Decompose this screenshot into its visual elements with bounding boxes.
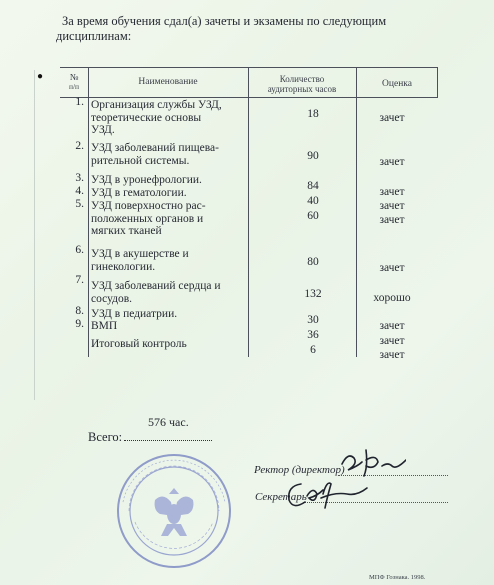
row-name-line: УЗД в гематологии. [91,187,187,199]
row-grade: зачет [379,156,405,168]
header-num-line-2: п/п [68,82,80,91]
col-divider-4 [437,67,438,97]
header-num-line-1: № [69,72,79,82]
row-name [91,248,189,273]
row-number: 3. [75,172,84,184]
secretary-label: Секретарь [255,491,307,503]
row-name-line: мягких тканей [91,225,162,237]
row-grade: зачет [379,349,405,361]
row-hours: 18 [307,108,319,120]
row-name-line: Организация службы УЗД, [91,99,222,111]
row-name [91,320,117,333]
total-hours: 576 час. [148,415,189,429]
row-name-line: УЗД в акушерстве и [91,248,189,260]
row-name-line: УЗД в педиатрии. [91,308,178,320]
row-name [91,187,187,200]
total-label: Всего: [88,430,123,444]
official-seal-icon [115,452,233,570]
row-name-line: теоретические основы [91,111,202,124]
printer-mark: МПФ Гознака. 1998. [369,574,426,581]
total-underline [124,440,212,441]
punch-mark: ● [37,71,44,82]
table-top-border [60,67,438,68]
row-name-line: УЗД заболеваний пищева- [91,142,219,154]
row-name [91,200,206,238]
secretary-signature-icon [285,476,369,514]
header-hours-line-1: Количество [279,74,325,84]
row-name [91,280,221,305]
row-hours: 36 [307,329,319,341]
rector-label: Ректор (директор) [254,464,345,476]
row-grade: зачет [379,112,405,124]
header-num [62,72,86,92]
col-divider-3 [356,67,357,357]
row-hours: 84 [307,180,319,192]
row-grade: хорошо [373,292,411,304]
row-name-line: положенных органов и [91,212,204,225]
row-number: 8. [75,305,84,317]
header-grade: Оценка [382,79,412,89]
row-number: 6. [75,244,84,256]
row-name [91,308,177,321]
row-number: 4. [75,185,84,197]
row-name-line: УЗД поверхностно рас- [91,200,206,212]
row-grade: зачет [379,335,405,347]
row-grade: зачет [379,262,405,274]
row-name [91,142,219,167]
row-hours: 40 [307,195,319,207]
header-name: Наименование [138,77,198,87]
margin-rule [34,70,35,400]
row-hours: 6 [310,344,316,356]
rector-signature-icon [336,446,406,480]
intro-text [56,14,387,44]
row-name-line: ВМП [91,320,118,332]
table-header-border [60,97,438,98]
row-name-line: рительной системы. [91,154,190,167]
row-number: 9. [75,318,84,330]
row-grade: зачет [379,320,405,332]
row-number: 2. [75,140,84,152]
intro-line-2: дисциплинам: [56,29,132,43]
row-name [91,338,187,351]
row-name-line: Итоговый контроль [91,338,187,350]
row-name [91,99,222,137]
row-name-line: УЗД. [91,124,115,136]
col-divider-1 [88,67,89,357]
row-name-line: УЗД заболеваний сердца и [91,280,221,292]
row-hours: 30 [307,314,319,326]
row-name-line: сосудов. [91,292,133,305]
row-hours: 90 [307,150,319,162]
col-divider-2 [248,67,249,357]
row-number: 5. [75,198,84,210]
row-number: 1. [75,96,84,108]
row-name [91,174,202,187]
row-number: 7. [75,274,84,286]
row-hours: 132 [304,288,322,300]
header-hours [250,74,354,94]
header-hours-line-2: аудиторных часов [267,84,337,94]
row-name-line: гинекологии. [91,260,156,273]
intro-line-1: За время обучения сдал(а) зачеты и экзамены по следующим [62,14,387,28]
row-grade: зачет [379,200,405,212]
row-grade: зачет [379,214,405,226]
row-grade: зачет [379,186,405,198]
row-hours: 60 [307,210,319,222]
row-hours: 80 [307,256,319,268]
row-name-line: УЗД в уронефрологии. [91,174,202,186]
